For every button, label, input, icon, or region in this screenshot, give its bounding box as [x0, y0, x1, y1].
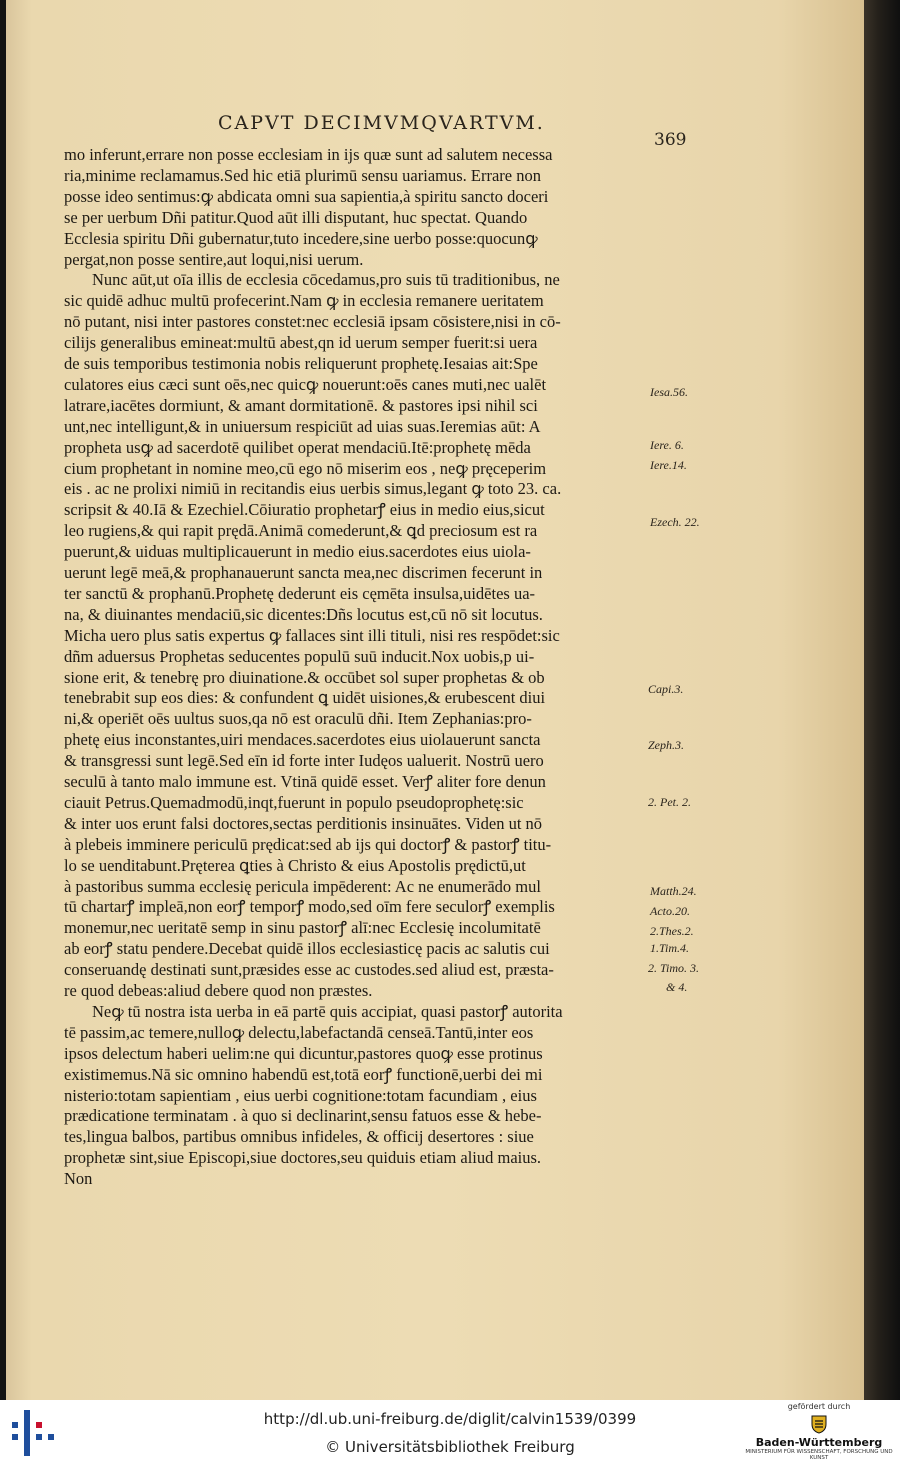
text-line: culatores eius cæci sunt oēs,nec quicꝙ nouerunt:oēs canes muti,nec ualēt: [64, 374, 547, 394]
text-line: monemur,nec ueritatē semp in sinu pastorꝭ alī:nec Ecclesię incolumitatē: [64, 918, 541, 938]
text-line: mo inferunt,errare non posse ecclesiam in ijs quæ sunt ad salutem necessa: [64, 145, 553, 164]
margin-note: Ezech. 22.: [650, 515, 700, 529]
text-line: prophetæ sint,siue Episcopi,siue doctores,seu quiduis etiam aliud maius.: [64, 1148, 542, 1168]
text-line: Ecclesia spiritu Dñi gubernatur,tuto incedere,sine uerbo posse:quocunꝙ: [64, 228, 538, 248]
text-line: de suis temporibus testimonia nobis reliquerunt prophetę.Iesaias ait:Spe: [64, 354, 538, 373]
text-line: pergat,non posse sentire,aut loqui,nisi uerum.: [64, 249, 364, 269]
text-line: ria,minime reclamamus.Sed hic etiā plurimū sensu uariamus. Errare non: [64, 165, 541, 185]
margin-note: Acto.20.: [650, 904, 690, 918]
text-line: tū chartarꝭ impleā,non eorꝭ temporꝭ modo,sed oīm fere seculorꝭ exemplis: [64, 897, 555, 917]
margin-note: Capi.3.: [648, 682, 684, 696]
text-line: cium prophetant in nomine meo,cū ego nō miserim eos , neꝙ pręceperim: [64, 458, 547, 478]
margin-note: 2. Timo. 3.: [648, 961, 700, 975]
text-line: prædicatione terminatam . à quo si declinarint,sensu fatuos esse & hebe-: [64, 1106, 542, 1126]
text-line: na, & diuinantes mendaciū,sic dicentes:Dñs locutus est,cū nō sit locutus.: [64, 604, 543, 624]
text-line: phetę eius inconstantes,uiri mendaces.sacerdotes eius uiolauerunt sancta: [64, 730, 541, 750]
text-line: propheta usꝙ ad sacerdotē quilibet operat mendaciū.Itē:prophetę mēda: [64, 437, 531, 457]
folio-number: 369: [654, 130, 687, 150]
text-line: leo rugiens,& qui rapit prędā.Animā comederunt,& ꝗd preciosum est ra: [64, 521, 538, 541]
text-line: uerunt legē meā,& prophanauerunt sancta mea,nec discrimen fecerunt in: [64, 563, 543, 582]
text-line: seculū à tanto malo immune est. Vtinā quidē esset. Verꝭ aliter fore denun: [64, 772, 546, 791]
margin-note: Iesa.56.: [650, 385, 688, 399]
text-line: ter sanctū & prophanū.Prophetę dederunt eis cęmēta insulsa,uidētes ua-: [64, 583, 536, 603]
text-line: tē passim,ac temere,nulloꝙ delectu,labefactandā censeā.Tantū,inter eos: [64, 1022, 534, 1042]
text-line: & transgressi sunt legē.Sed eīn id forte inter Iudęos ualuerit. Nostrū uero: [64, 751, 544, 771]
text-line: nisterio:totam sapientiam , eius uerbi cognitione:totam facundiam , eius: [64, 1085, 537, 1105]
text-line: unt,nec intelligunt,& in uniuersum respiciūt ad uias suas.Ieremias aūt: A: [64, 416, 541, 436]
text-line: posse ideo sentimus:ꝙ abdicata omni sua sapientia,à spiritu sancto doceri: [64, 186, 549, 206]
text-line: lo se uenditabunt.Pręterea ꝗties à Christo & eius Apostolis prędictū,ut: [64, 855, 526, 875]
margin-note: Matth.24.: [650, 884, 697, 898]
margin-note: 2.Thes.2.: [650, 924, 694, 938]
book-page: [6, 0, 864, 1400]
margin-note: 2. Pet. 2.: [648, 795, 691, 809]
state-crest-icon: [808, 1413, 830, 1435]
text-line: existimemus.Nā sic omnino habendū est,totā eorꝭ functionē,uerbi dei mi: [64, 1064, 543, 1084]
sponsor-ministry-name: MINISTERIUM FÜR WISSENSCHAFT, FORSCHUNG UND KUNST: [745, 1449, 893, 1461]
text-line: conseruandę destinati sunt,præsides esse ac custodes.sed aliud est, præsta-: [64, 960, 554, 980]
text-line: ab eorꝭ statu pendere.Decebat quidē illos ecclesiasticę pacis ac salutis cui: [64, 939, 550, 959]
text-line: eis . ac ne prolixi nimiū in recitandis eius uerbis simus,legant ꝙ toto 23. ca.: [64, 479, 562, 499]
text-line: ipsos delectum haberi uelim:ne qui dicuntur,pastores quoꝙ esse protinus: [64, 1043, 543, 1063]
text-line: Neꝙ tū nostra ista uerba in eā partē quis accipiat, quasi pastorꝭ autorita: [92, 1001, 563, 1021]
text-line: scripsit & 40.Iā & Ezechiel.Cōiuratio prophetarꝭ eius in medio eius,sicut: [64, 500, 545, 520]
text-line: cilijs generalibus emineat:multū abest,qn id uerum semper fuerit:si uera: [64, 333, 538, 353]
sponsor-block: [742, 1402, 896, 1462]
page-edge-shadow: [864, 0, 900, 1400]
sponsor-funded-label: gefördert durch: [787, 1402, 851, 1411]
text-line: tes,lingua balbos, partibus omnibus infideles, & officij desertores : siue: [64, 1127, 534, 1147]
margin-note: Iere.14.: [650, 458, 687, 472]
text-line: Micha uero plus satis expertus ꝙ fallaces sint illi tituli, nisi res respōdet:sic: [64, 625, 560, 645]
margin-note: Zeph.3.: [648, 738, 684, 752]
text-line: puerunt,& uiduas multiplicauerunt in medio eius.sacerdotes eius uiola-: [64, 542, 531, 562]
copyright-notice: © Universitätsbibliothek Freiburg: [325, 1438, 575, 1456]
text-line: Non: [64, 1169, 93, 1189]
text-line: dñm aduersus Prophetas seducentes populū suū inducit.Nox uobis,p ui-: [64, 646, 535, 666]
text-line: ciauit Petrus.Quemadmodū,inqt,fuerunt in populo pseudoprophetę:sic: [64, 792, 524, 812]
text-line: se per uerbum Dñi patitur.Quod aūt illi disputant, huc spectat. Quando: [64, 207, 528, 227]
text-line: à pastoribus summa ecclesię pericula impēderent: Ac ne enumerādo mul: [64, 876, 541, 896]
margin-note: & 4.: [666, 980, 688, 994]
text-line: re quod debeas:aliud debere quod non præstes.: [64, 981, 373, 1000]
sponsor-state-name: Baden-Württemberg: [755, 1436, 883, 1449]
text-line: nō putant, nisi inter pastores constet:nec ecclesiā ipsam cōsistere,nisi in cō-: [64, 312, 561, 332]
running-head: CAPVT DECIMVMQVARTVM.: [218, 112, 545, 134]
text-line: sic quidē adhuc multū profecerint.Nam ꝙ in ecclesia remanere ueritatem: [64, 291, 544, 311]
text-line: sione erit, & tenebrę pro diuinatione.& occūbet sol super prophetas & ob: [64, 667, 545, 687]
text-line: à plebeis imminere periculū prędicat:sed ab ijs qui doctorꝭ & pastorꝭ titu-: [64, 834, 552, 854]
margin-note: Iere. 6.: [650, 438, 684, 452]
permalink-url[interactable]: http://dl.ub.uni-freiburg.de/diglit/calvin1539/0399: [263, 1410, 637, 1428]
text-line: latrare,iacētes dormiunt, & amant dormitationē. & pastores ipsi nihil sci: [64, 395, 538, 415]
margin-note: 1.Tim.4.: [650, 941, 690, 955]
text-line: & inter uos erunt falsi doctores,sectas perditionis insinuātes. Viden ut nō: [64, 813, 543, 833]
viewer-footer: [0, 1400, 900, 1463]
text-line: tenebrabit sup eos dies: & confundent ꝗ uidēt uisiones,& erubescent diui: [64, 688, 546, 708]
text-line: Nunc aūt,ut oīa illis de ecclesia cōcedamus,pro suis tū traditionibus, ne: [92, 270, 560, 290]
text-line: ni,& operiēt oēs uultus suos,qa nō est oraculū dñi. Item Zephanias:pro-: [64, 709, 532, 729]
